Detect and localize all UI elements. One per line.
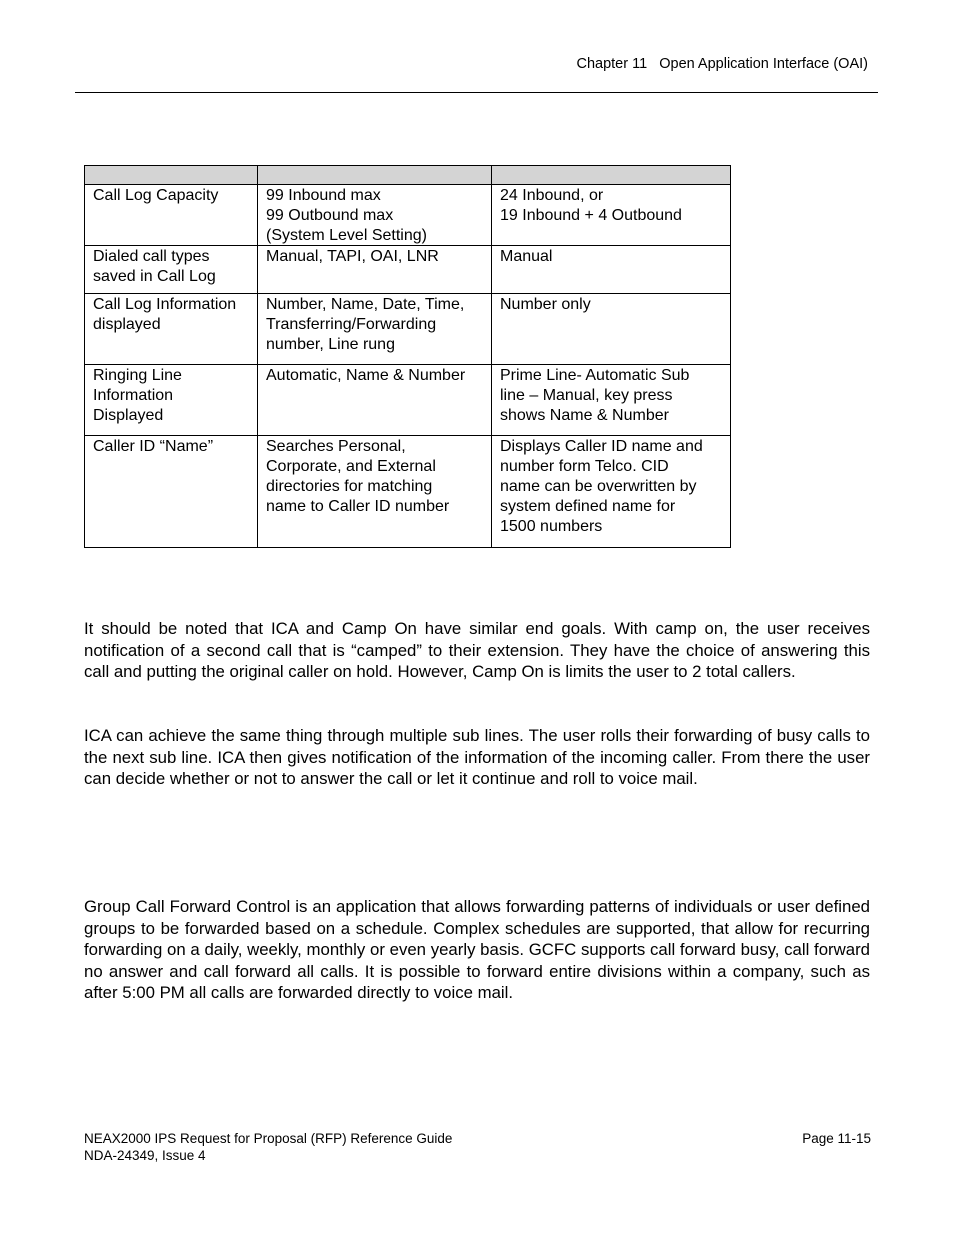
table-row (85, 185, 731, 246)
table-cell: Number only (492, 294, 731, 365)
table-row (85, 294, 731, 365)
footer-doc-title: NEAX2000 IPS Request for Proposal (RFP) Reference Guide (84, 1131, 453, 1146)
table-row (85, 365, 731, 436)
table-cell: Ringing Line Information Displayed (85, 365, 258, 436)
table-cell: Manual, TAPI, OAI, LNR (258, 246, 492, 294)
footer-doc-info (84, 1130, 452, 1164)
footer-page-number: Page 11-15 (802, 1131, 871, 1146)
running-header: Chapter 11 Open Application Interface (OAI) (576, 56, 868, 72)
table-header-cell (85, 166, 258, 185)
table-cell: 24 Inbound, or 19 Inbound + 4 Outbound (492, 185, 731, 246)
table-row (85, 246, 731, 294)
table-header-cell (258, 166, 492, 185)
body-paragraph-camp-on: It should be noted that ICA and Camp On have similar end goals. With camp on, the user receives notification of a second call that is “camped” to their extension. They have the choice of answering this call and putting the original caller on hold. However, Camp On is limits the user to 2 total callers. (84, 619, 870, 681)
header-rule (75, 92, 878, 93)
table-cell: Caller ID “Name” (85, 436, 258, 548)
comparison-table (84, 165, 731, 548)
table-cell: Dialed call types saved in Call Log (85, 246, 258, 294)
table-cell: Call Log Information displayed (85, 294, 258, 365)
body-paragraph-ica-sub-lines: ICA can achieve the same thing through multiple sub lines. The user rolls their forwarding of busy calls to the next sub line. ICA then gives notification of the information of the incoming caller. From there the user can decide whether or not to answer the call or let it continue and roll to voice mail. (84, 726, 870, 788)
table-row (85, 436, 731, 548)
footer-doc-number: NDA-24349, Issue 4 (84, 1148, 206, 1163)
table-cell: Searches Personal, Corporate, and External directories for matching name to Caller ID number (258, 436, 492, 548)
table-cell: Automatic, Name & Number (258, 365, 492, 436)
table-cell: Call Log Capacity (85, 185, 258, 246)
table-cell: Displays Caller ID name and number form Telco. CID name can be overwritten by system defined name for 1500 numbers (492, 436, 731, 548)
table-header-row (85, 166, 731, 185)
table-cell: Prime Line- Automatic Sub line – Manual, key press shows Name & Number (492, 365, 731, 436)
body-paragraph-gcfc: Group Call Forward Control is an application that allows forwarding patterns of individuals or user defined groups to be forwarded based on a schedule. Complex schedules are supported, that allow for recurring forwarding on a daily, weekly, monthly or even yearly basis. GCFC supports call forward busy, call forward no answer and call forward all calls. It is possible to forward entire divisions within a company, such as after 5:00 PM all calls are forwarded directly to voice mail. (84, 897, 870, 1002)
table-cell: 99 Inbound max 99 Outbound max (System Level Setting) (258, 185, 492, 246)
table-cell: Number, Name, Date, Time, Transferring/Forwarding number, Line rung (258, 294, 492, 365)
table-header-cell (492, 166, 731, 185)
table-cell: Manual (492, 246, 731, 294)
